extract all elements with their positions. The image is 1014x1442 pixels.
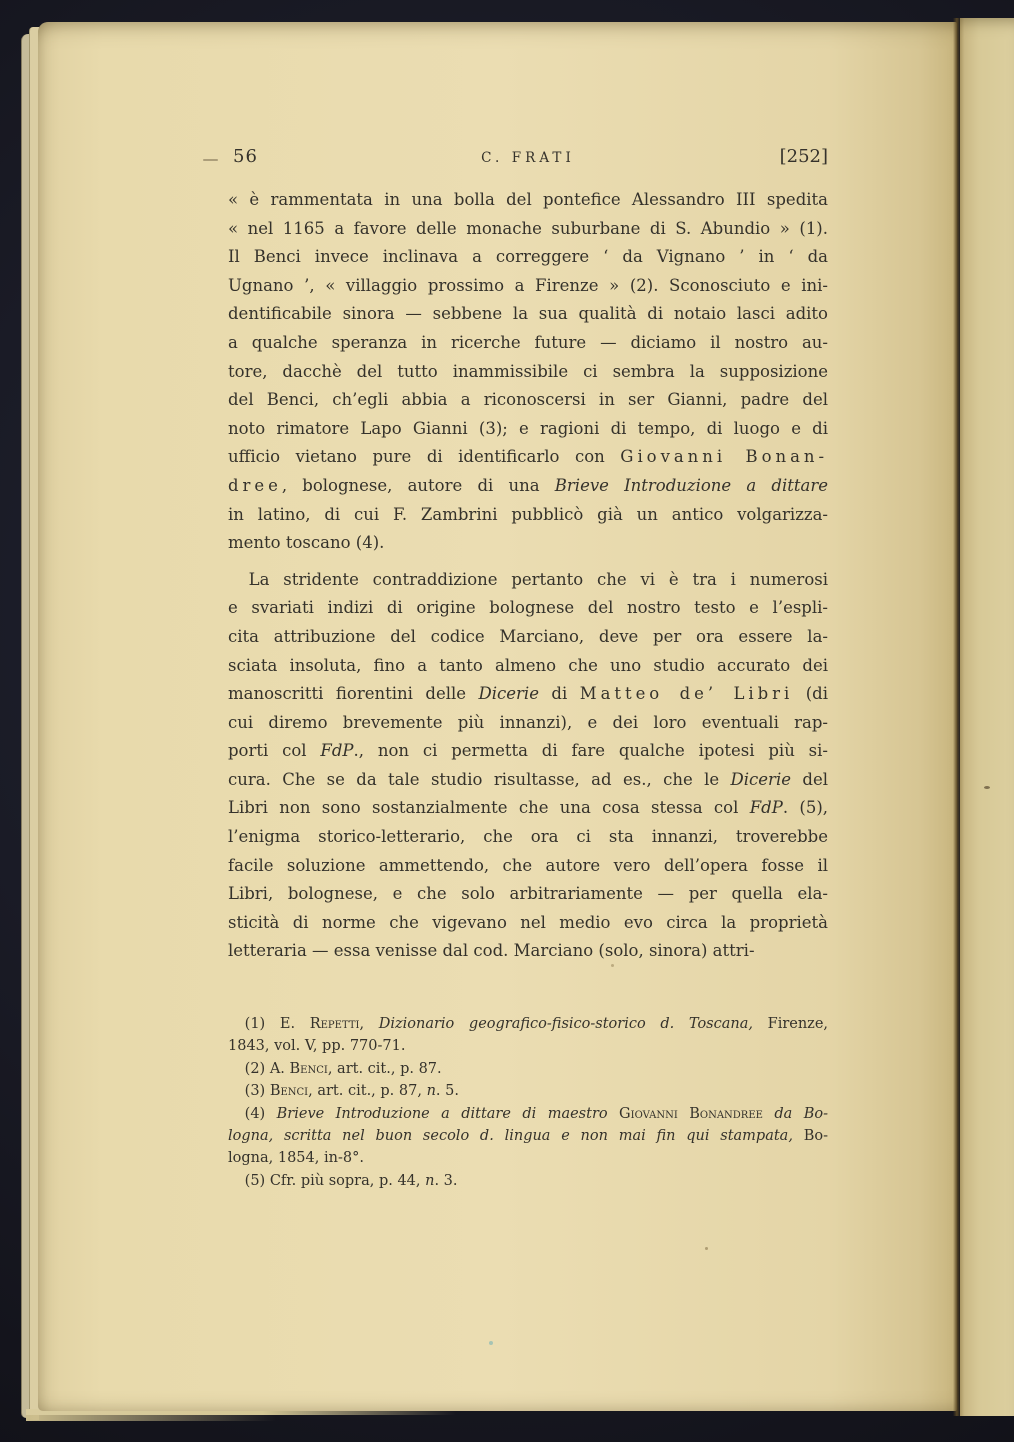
text-run: , bolognese, autore di una bbox=[281, 475, 555, 495]
text-run: Repetti bbox=[309, 1016, 360, 1032]
text-run: sticità di norme che vigevano nel medio evo circa la proprietà bbox=[228, 912, 828, 932]
text-run: FdP bbox=[749, 798, 783, 818]
footnote-2 bbox=[228, 1058, 828, 1080]
text-run: facile soluzione ammettendo, che autore vero dell’opera fosse il bbox=[228, 855, 828, 875]
text-run: Benci bbox=[269, 1083, 309, 1100]
text-run: dentificabile sinora — sebbene la sua qualità di notaio lasci adito bbox=[228, 304, 828, 324]
text-line bbox=[228, 472, 828, 501]
text-run: Benci bbox=[289, 1060, 328, 1077]
text-line bbox=[228, 1035, 828, 1057]
text-run: Libri non sono sostanzialmente che una cosa stessa col bbox=[228, 798, 750, 818]
adjacent-page-sliver bbox=[960, 18, 1014, 1416]
text-line bbox=[228, 415, 828, 444]
text-run: (3) bbox=[244, 1083, 270, 1100]
text-line bbox=[228, 529, 828, 558]
text-run: FdP bbox=[320, 741, 354, 761]
footnote-1 bbox=[228, 1013, 828, 1058]
text-run: « è rammentata in una bolla del pontefice Alessandro III spedita bbox=[228, 190, 828, 209]
text-run: « nel 1165 a favore delle monache suburbane di S. Abundio » (1). bbox=[228, 218, 828, 238]
text-run: , art. cit., p. 87. bbox=[327, 1060, 442, 1077]
text-line bbox=[228, 680, 828, 709]
text-run: manoscritti fiorentini delle bbox=[228, 684, 479, 704]
text-line bbox=[228, 794, 828, 823]
text-run: ufficio vietano pure di identificarlo con bbox=[228, 447, 621, 467]
text-line bbox=[228, 594, 828, 623]
text-line bbox=[228, 443, 828, 472]
text-line bbox=[228, 243, 828, 272]
text-run: sciata insoluta, fino a tanto almeno che uno studio accurato dei bbox=[228, 655, 828, 675]
text-run: (5) Cfr. più sopra, p. 44, bbox=[244, 1172, 426, 1189]
text-run: Il Benci invece inclinava a correggere ‘ da Vignano ’ in ‘ da bbox=[228, 247, 828, 267]
text-run: (di bbox=[793, 684, 828, 704]
text-run: Brieve Introduzione a dittare di maestro bbox=[276, 1105, 620, 1122]
text-run: 1843, vol. V, pp. 770-71. bbox=[228, 1038, 406, 1055]
running-title: C. FRATI bbox=[481, 150, 575, 166]
text-run: letteraria — essa venisse dal cod. Marciano (solo, sinora) attri- bbox=[228, 941, 755, 961]
scan-artifact-speck bbox=[705, 1247, 708, 1250]
book-page bbox=[38, 22, 957, 1411]
text-line bbox=[228, 852, 828, 881]
text-run: Dicerie bbox=[478, 684, 539, 704]
scan-artifact-speck bbox=[489, 1341, 493, 1345]
text-run: cita attribuzione del codice Marciano, deve per ora essere la- bbox=[228, 626, 828, 646]
text-run: (2) A. bbox=[244, 1060, 290, 1077]
text-line bbox=[228, 1013, 828, 1035]
scan-artifact-speck bbox=[984, 786, 990, 789]
scan-artifact-dash bbox=[203, 159, 218, 161]
text-line bbox=[228, 566, 828, 595]
text-run: (4) bbox=[244, 1105, 277, 1122]
text-run: (1) E. bbox=[244, 1016, 310, 1032]
text-run: Ugnano ’, « villaggio prossimo a Firenze » (2). Sconosciuto e ini- bbox=[228, 275, 828, 295]
text-line bbox=[228, 1125, 828, 1147]
text-run: in latino, di cui F. Zambrini pubblicò già un antico volgarizza- bbox=[228, 504, 828, 524]
paragraph-1 bbox=[228, 186, 828, 558]
text-run: cura. Che se da tale studio risultasse, ad es., che le bbox=[228, 769, 731, 789]
text-line bbox=[228, 1170, 828, 1192]
text-run: l’enigma storico-letterario, che ora ci sta innanzi, troverebbe bbox=[228, 827, 828, 847]
text-line bbox=[228, 623, 828, 652]
text-run: del bbox=[791, 769, 828, 789]
text-run: logna, scritta nel buon secolo d. lingua e non mai fin qui stampata, bbox=[228, 1128, 793, 1145]
text-line bbox=[228, 823, 828, 852]
text-run: , bbox=[359, 1016, 379, 1032]
text-line bbox=[228, 1058, 828, 1080]
text-run: di bbox=[538, 684, 580, 704]
text-run: noto rimatore Lapo Gianni (3); e ragioni di tempo, di luogo e di bbox=[228, 418, 828, 438]
text-run: La stridente contraddizione pertanto che vi è tra i numerosi bbox=[248, 569, 828, 589]
text-line bbox=[228, 329, 828, 358]
text-run: dree bbox=[228, 475, 282, 495]
text-line bbox=[228, 1080, 828, 1102]
paragraph-2 bbox=[228, 566, 828, 966]
text-run: a qualche speranza in ricerche future — diciamo il nostro au- bbox=[228, 332, 828, 352]
footnote-5 bbox=[228, 1170, 828, 1192]
text-line bbox=[228, 737, 828, 766]
text-run: ., non ci permetta di fare qualche ipotesi più si- bbox=[353, 741, 828, 761]
text-run: n bbox=[425, 1172, 435, 1189]
text-run: del Benci, ch’egli abbia a riconoscersi in ser Gianni, padre del bbox=[228, 390, 828, 410]
text-line bbox=[228, 937, 828, 966]
text-line bbox=[228, 386, 828, 415]
text-run: Bo- bbox=[792, 1128, 828, 1145]
text-line bbox=[228, 880, 828, 909]
text-run: , art. cit., p. 87, bbox=[308, 1083, 427, 1100]
text-run: Giovanni Bonandree bbox=[619, 1105, 763, 1122]
text-run: Firenze, bbox=[752, 1016, 829, 1032]
text-line bbox=[228, 272, 828, 301]
text-line bbox=[228, 709, 828, 738]
text-line bbox=[228, 1103, 828, 1125]
gutter-fold-shadow bbox=[953, 18, 960, 1416]
text-run: logna, 1854, in-8°. bbox=[228, 1150, 364, 1167]
text-run: Libri, bolognese, e che solo arbitrariamente — per quella ela- bbox=[228, 884, 828, 904]
text-run: . (5), bbox=[782, 798, 829, 818]
text-run: da Bo- bbox=[762, 1105, 828, 1122]
text-line bbox=[228, 1147, 828, 1169]
column-reference: [252] bbox=[779, 146, 828, 167]
text-line bbox=[228, 300, 828, 329]
text-run: Dizionario geografico-fisico-storico d. Toscana, bbox=[378, 1016, 753, 1032]
text-run: Brieve Introduzione a dittare bbox=[554, 475, 829, 495]
text-run: Giovanni Bonan- bbox=[620, 447, 829, 467]
text-line bbox=[228, 215, 828, 244]
footnote-4 bbox=[228, 1103, 828, 1170]
text-line bbox=[228, 652, 828, 681]
text-line bbox=[228, 909, 828, 938]
scan-artifact-speck bbox=[611, 964, 614, 967]
text-run: . 3. bbox=[434, 1172, 458, 1189]
page-number: 56 bbox=[233, 146, 258, 167]
text-run: n bbox=[426, 1083, 436, 1100]
bottom-page-edge-inner bbox=[26, 1415, 276, 1421]
footnote-3 bbox=[228, 1080, 828, 1102]
text-run: . 5. bbox=[435, 1083, 459, 1100]
text-run: tore, dacchè del tutto inammissibile ci sembra la supposizione bbox=[228, 361, 828, 381]
text-run: Dicerie bbox=[730, 769, 791, 789]
text-line bbox=[228, 501, 828, 530]
page-header bbox=[228, 146, 828, 172]
text-run: porti col bbox=[228, 741, 321, 761]
text-run: Matteo de’ Libri bbox=[579, 684, 794, 704]
text-line bbox=[228, 766, 828, 795]
text-run: e svariati indizi di origine bolognese del nostro testo e l’espli- bbox=[228, 598, 828, 618]
text-line bbox=[228, 186, 828, 215]
text-line bbox=[228, 358, 828, 387]
footnotes-section bbox=[228, 1013, 828, 1192]
text-run: cui diremo brevemente più innanzi), e dei loro eventuali rap- bbox=[228, 712, 828, 732]
page-body bbox=[228, 186, 828, 966]
text-run: mento toscano (4). bbox=[228, 533, 385, 553]
